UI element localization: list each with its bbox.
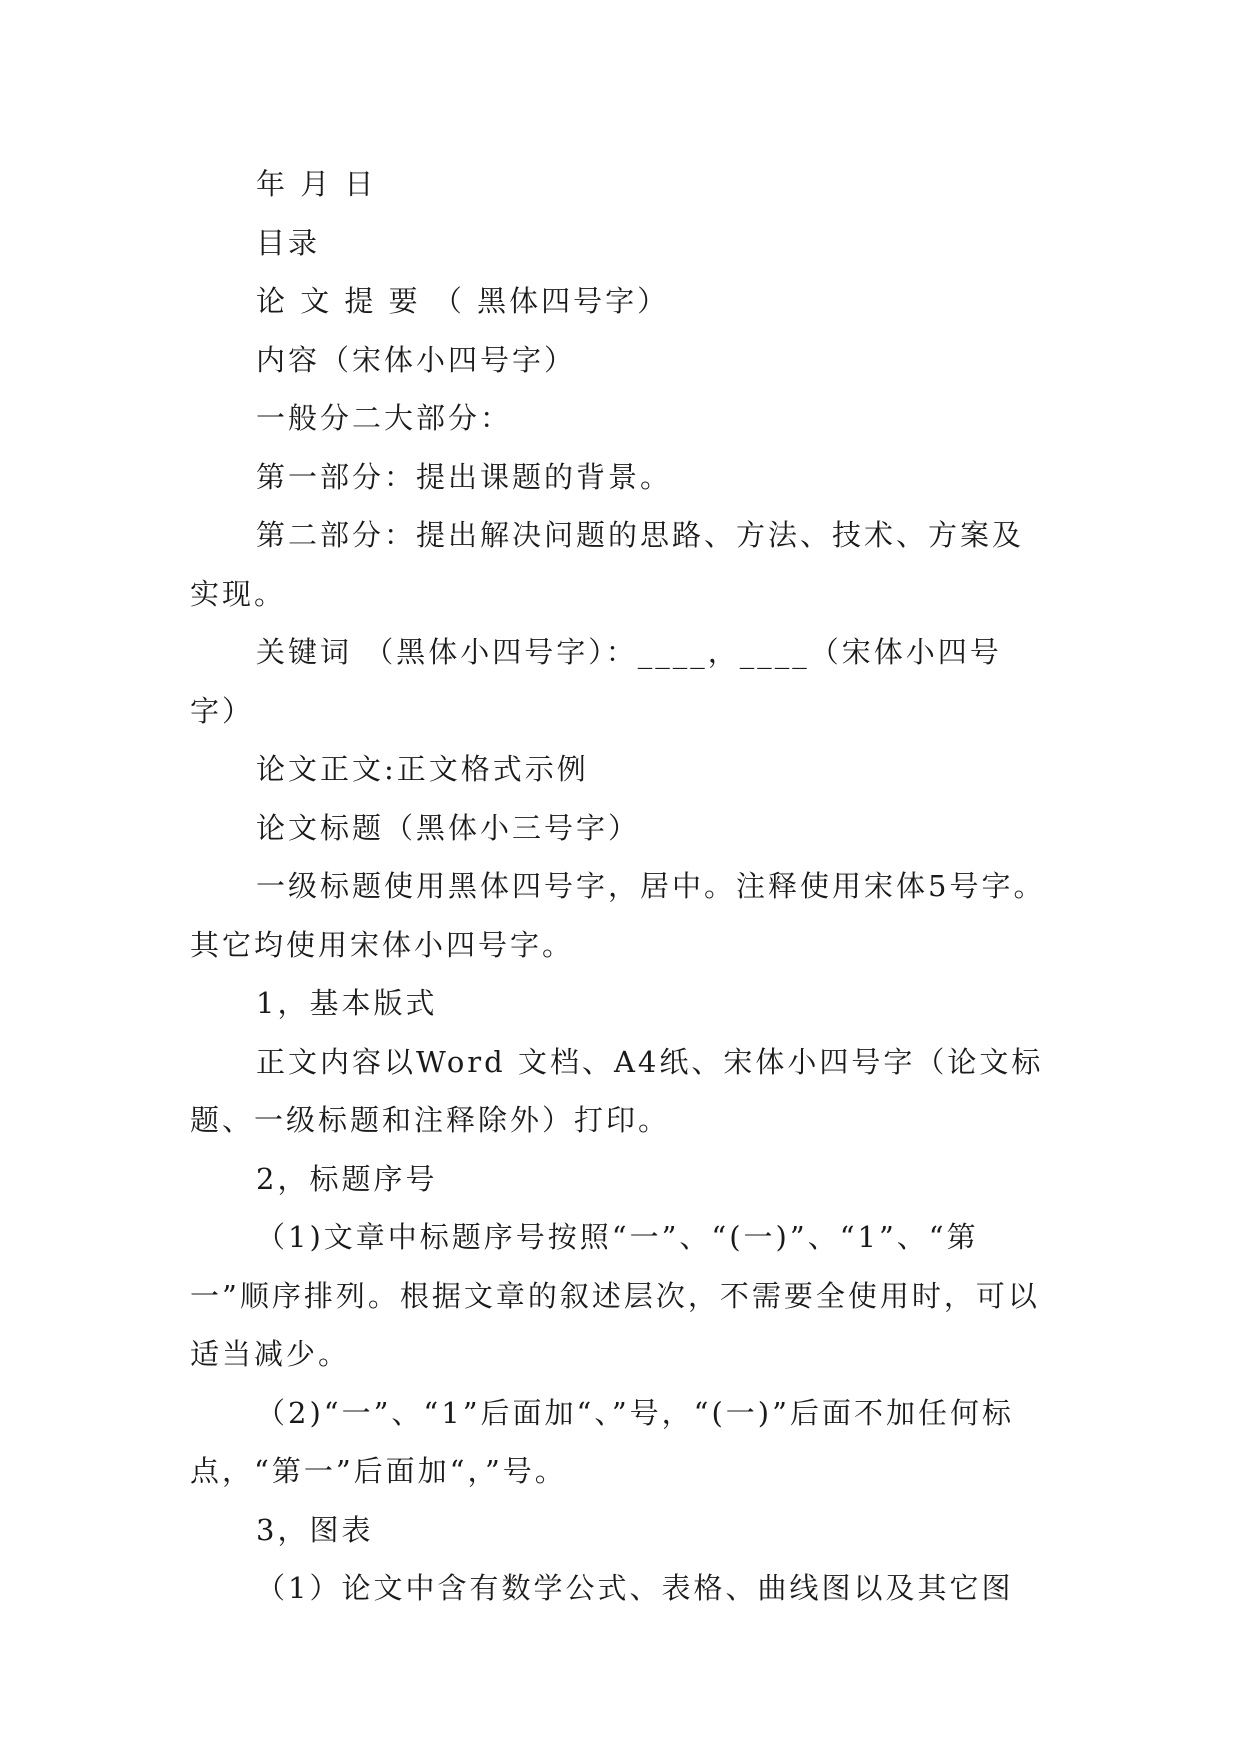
part-two-text: 第二部分：提出解决问题的思路、方法、技术、方案及实现。 xyxy=(190,518,1025,611)
layout-description: 正文内容以Word 文档、A4纸、宋体小四号字（论文标题、一级标题和注释除外）打印。 xyxy=(190,1044,1044,1137)
numbering-rule-2: （2)“一”、“1”后面加“、”号，“(一)”后面不加任何标点，“第一”后面加“，”号。 xyxy=(190,1395,1014,1488)
part-one-text: 第一部分：提出课题的背景。 xyxy=(256,459,673,494)
section-heading-charts: 3，图表 xyxy=(256,1512,374,1547)
toc-heading: 目录 xyxy=(256,225,321,260)
date-line: 年 月 日 xyxy=(256,167,377,201)
keywords-line: 关键词 （黑体小四号字）：____，____（宋体小四号字） xyxy=(190,635,1002,728)
title-font-note: 论文标题（黑体小三号字） xyxy=(256,810,641,845)
two-parts-intro: 一般分二大部分： xyxy=(256,401,513,435)
section-heading-numbering: 2，标题序号 xyxy=(256,1161,438,1196)
level1-font-note: 一级标题使用黑体四号字，居中。注释使用宋体5号字。其它均使用宋体小四号字。 xyxy=(190,869,1046,962)
section-heading-layout: 1，基本版式 xyxy=(256,986,438,1020)
abstract-heading: 论 文 提 要 （ 黑体四号字） xyxy=(256,284,670,318)
body-example-line: 论文正文:正文格式示例 xyxy=(256,752,589,786)
charts-rule-1: （1）论文中含有数学公式、表格、曲线图以及其它图 xyxy=(256,1571,1014,1605)
content-font-note: 内容（宋体小四号字） xyxy=(256,342,577,377)
document-body xyxy=(190,155,1050,1618)
numbering-rule-1: （1)文章中标题序号按照“一”、“(一)”、“1”、“第一”顺序排列。根据文章的叙述层次，不需要全使用时，可以适当减少。 xyxy=(190,1220,1040,1371)
